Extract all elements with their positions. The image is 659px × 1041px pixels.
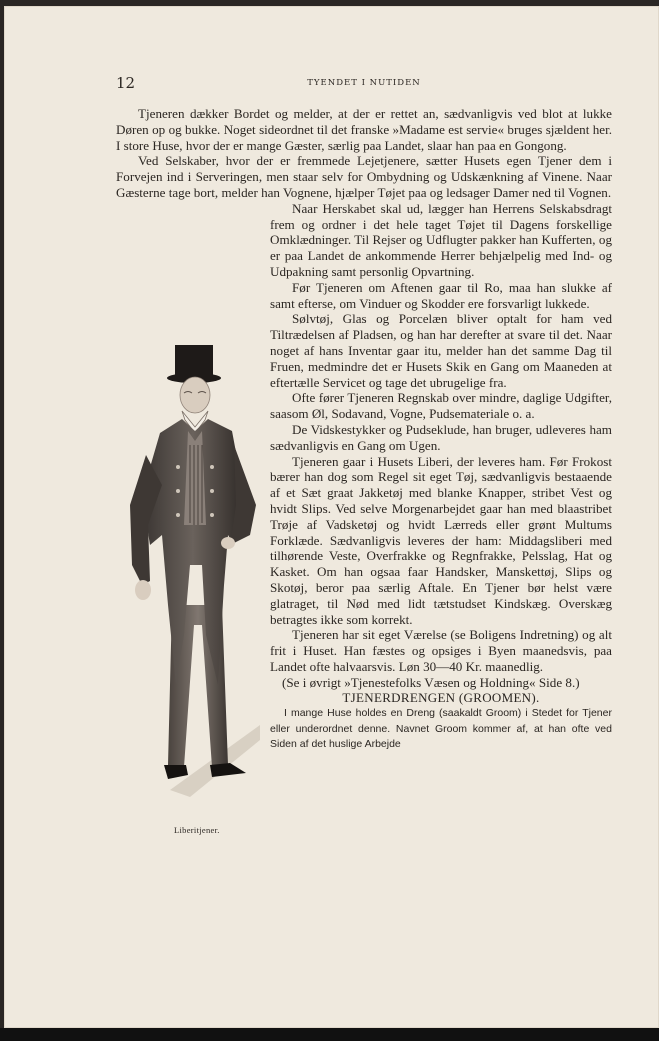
scan-edge (0, 1028, 659, 1041)
right-hand (221, 537, 235, 549)
paragraph: Før Tjeneren om Aftenen gaar til Ro, maa han slukke af samt efterse, om Vinduer og Skodder ere forsvarligt lukkede. (270, 279, 612, 311)
paragraph: Tjeneren har sit eget Værelse (se Boligens Indretning) og alt frit i Huset. Han fæstes og opsiges i Byen maanedsvis, paa Landet ofte halvaarsvis. Løn 30—40 Kr. maanedlig. (270, 627, 612, 674)
paragraph: De Vidskestykker og Pudseklude, han bruger, udleveres ham sædvanligvis en Gang om Ugen. (270, 421, 612, 453)
running-title: TYENDET I NUTIDEN (307, 78, 421, 88)
paragraph: Sølvtøj, Glas og Porcelæn bliver optalt for ham ved Tiltrædelsen af Pladsen, og han har derefter at svare til det. Naar noget af hans Inventar gaar itu, melder han det samme Dag til Fruen, medmindre det er Husets Skik en Gang om Maaneden at eftertælle Servicet og tage det ubrugelige fra. (270, 311, 612, 390)
paragraph: Ved Selskaber, hvor der er fremmede Lejetjenere, sætter Husets egen Tjener dem i Forvejen ind i Serveringen, men staar selv for Ombydning og Udskænkning af Vinene. Naar Gæsterne tage bort, melder han Vognene, hjælper Tøjet paa og ledsager Damer ned til Vognen. (116, 153, 612, 200)
footman-figure (110, 205, 274, 805)
body-text (116, 106, 612, 835)
face (180, 377, 210, 413)
paragraph: Naar Herskabet skal ud, lægger han Herrens Selskabsdragt frem og ordner i det hele taget Tøjet til Dagens forskellige Omklædninger. Til Rejser og Udflugter pakker han Kufferten, og er paa Landet de ankommende Herrer behjælpelig med Ind- og Udpakning samt personlig Opvartning. (270, 200, 612, 279)
page-header (116, 74, 612, 94)
top-hat-crown (175, 345, 213, 377)
section-heading: TJENERDRENGEN (GROOMEN). (342, 690, 540, 706)
figure-caption: Liberitjener. (174, 824, 220, 835)
cross-reference: (Se i øvrigt »Tjenestefolks Væsen og Holdning« Side 8.) (282, 674, 580, 690)
shoe-right (210, 763, 246, 777)
paragraph: Tjeneren dækker Bordet og melder, at der er rettet an, sædvanligvis ved blot at lukke Døren op og bukke. Noget sideordnet til det franske »Madame est servie« bruges sjældent her. I store Huse, hvor der er mange Gæster, særlig paa Landet, slaar han paa en Gongong. (116, 106, 612, 153)
shoe-left (164, 765, 188, 779)
page-number: 12 (116, 74, 136, 92)
left-hand (135, 580, 151, 600)
paragraph: I mange Huse holdes en Dreng (saakaldt Groom) i Stedet for Tjener eller underordnet denne. Navnet Groom kommer af, at han ofte ved Siden af det huslige Arbejde (270, 707, 612, 751)
paragraph: Tjeneren gaar i Husets Liberi, der leveres ham. Før Frokost bærer han dog som Regel sit eget Tøj, sædvanligvis bestaaende af et Sæt graat Jakketøj med blanke Knapper, stribet Vest og hvidt Slips. Ved selve Morgenarbejdet gaar han med blaastribet Trøje af Vadsketøj og hvidt Lærreds eller grønt Multums Forklæde. Sædvanligvis leveres der ham: Middagsliberi med tilhørende Veste, Overfrakke og Regnfrakke, Pelsslag, Hat og Kasket. Om han ogsaa faar Handsker, Manskettøj, Slips og Skotøj, beror paa særlig Aftale. En Tjener bør helst være glatraget, til Nød med lidt tætstudset Kindskæg. Overskæg betragtes ikke som korrekt. (270, 453, 612, 627)
illustration-liberitjener (116, 205, 262, 835)
paragraph: Ofte fører Tjeneren Regnskab over mindre, daglige Udgifter, saasom Øl, Sodavand, Vogne, Pudsemateriale o. a. (270, 390, 612, 422)
